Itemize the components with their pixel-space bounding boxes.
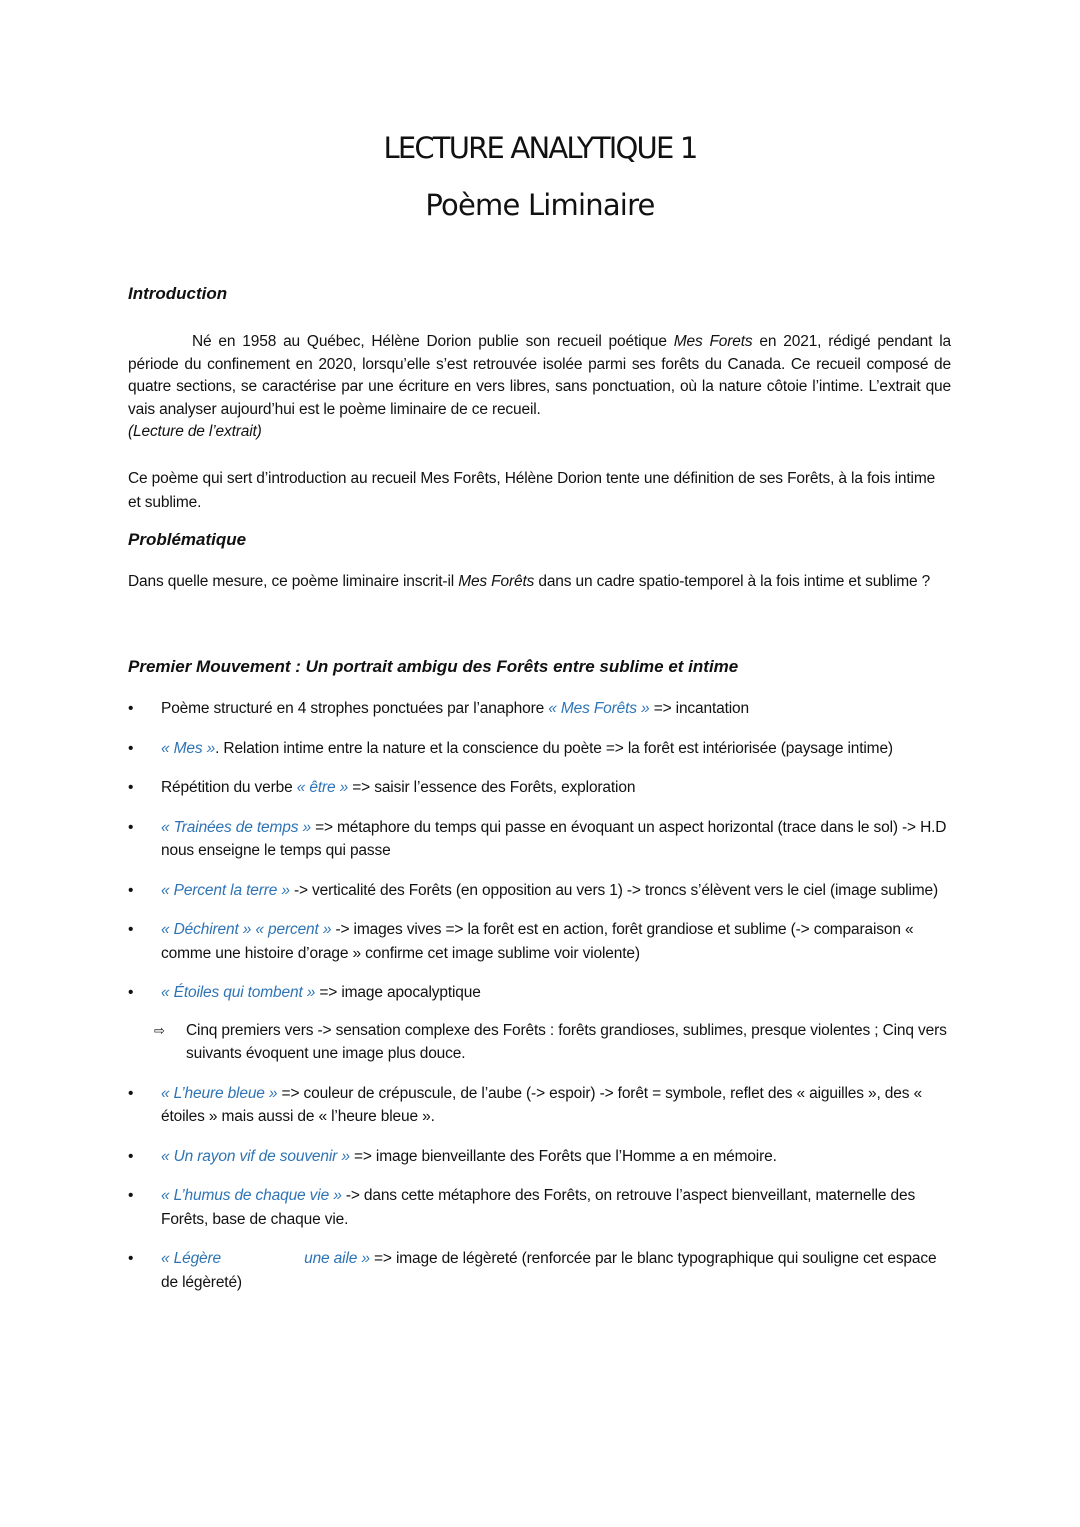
- text: => image bienveillante des Forêts que l’Homme a en mémoire.: [349, 1147, 777, 1165]
- text: . Relation intime entre la nature et la conscience du poète => la forêt est intériorisée (paysage intime): [215, 739, 893, 757]
- quotation: « Déchirent » « percent »: [161, 921, 332, 938]
- bullet-icon: •: [128, 1250, 134, 1267]
- quotation: « L’humus de chaque vie »: [161, 1187, 342, 1204]
- bullet-icon: •: [128, 779, 134, 796]
- bullet-icon: •: [128, 700, 134, 717]
- bullet-icon: •: [128, 984, 134, 1001]
- text: Cinq premiers vers -> sensation complexe des Forêts : forêts grandioses, sublimes, presque violentes ; Cinq vers suivants évoquent une image plus douce.: [186, 1021, 947, 1062]
- text: -> images vives => la forêt est en action, forêt grandiose et sublime (-> comparaison « comme une histoire d’orage » confirme cet image sublime voir violente): [161, 921, 914, 962]
- bullet-icon: •: [128, 1084, 134, 1102]
- list-item: [128, 1145, 951, 1169]
- bullet-icon: •: [128, 818, 134, 836]
- bullet-icon: •: [128, 921, 134, 938]
- bullet-icon: •: [128, 739, 134, 757]
- quotation: « Trainées de temps »: [161, 818, 311, 836]
- quotation: « Légère une aile »: [161, 1250, 370, 1267]
- list-item: [128, 1019, 951, 1066]
- text: Poème structuré en 4 strophes ponctuées par l’anaphore: [161, 700, 549, 717]
- movement-heading: Premier Mouvement : Un portrait ambigu des Forêts entre sublime et intime: [128, 657, 739, 676]
- book-title: Mes Forets: [673, 333, 753, 350]
- quotation: « être »: [296, 779, 349, 796]
- bullet-list: [128, 697, 951, 1310]
- intro-paragraph-2: Ce poème qui sert d’introduction au recueil Mes Forêts, Hélène Dorion tente une définition de ses Forêts, à la fois intime et sublime.: [128, 470, 936, 511]
- quotation: « Étoiles qui tombent »: [161, 984, 316, 1001]
- list-item: [128, 1247, 951, 1294]
- book-title: Mes Forêts: [458, 573, 535, 590]
- text: Répétition du verbe: [161, 779, 297, 796]
- list-item: [128, 918, 951, 965]
- text: Né en 1958 au Québec, Hélène Dorion publie son recueil poétique: [192, 333, 674, 350]
- list-item: [128, 1082, 951, 1129]
- quotation: « Percent la terre »: [161, 881, 290, 899]
- problematique-heading: Problématique: [128, 530, 247, 549]
- arrow-bullet-icon: ⇨: [154, 1022, 165, 1038]
- text: => image apocalyptique: [315, 984, 481, 1001]
- quotation: « Mes »: [161, 739, 216, 757]
- bullet-icon: •: [128, 1187, 134, 1204]
- text: => métaphore du temps qui passe en évoquant un aspect horizontal (trace dans le sol) -> H.D nous enseigne le temps qui passe: [161, 818, 947, 859]
- list-item: [128, 816, 951, 863]
- list-item: [128, 776, 951, 800]
- bullet-icon: •: [128, 1147, 134, 1165]
- text: en 2021, rédigé pendant la période du confinement en 2020, lorsqu’elle s’est retrouvée isolée parmi ses forêts du Canada. Ce recueil composé de quatre sections, se caractérise par une écriture en vers libres, sans ponctuation, où la nature côtoie l’intime. L’extrait que vais analyser aujourd’hui est le poème liminaire de ce recueil.: [128, 333, 951, 418]
- problematique-text: [128, 570, 951, 594]
- list-item: [128, 697, 951, 721]
- text: dans un cadre spatio-temporel à la fois intime et sublime ?: [534, 573, 931, 590]
- text: -> dans cette métaphore des Forêts, on retrouve l’aspect bienveillant, maternelle des Forêts, base de chaque vie.: [161, 1187, 916, 1228]
- bullet-icon: •: [128, 881, 134, 899]
- text: => image de légèreté (renforcée par le blanc typographique qui souligne cet espace de légèreté): [161, 1250, 937, 1291]
- list-item: [128, 1184, 951, 1231]
- text: -> verticalité des Forêts (en opposition au vers 1) -> troncs s’élèvent vers le ciel (image sublime): [289, 881, 939, 899]
- document-title: LECTURE ANALYTIQUE 1: [383, 131, 697, 165]
- quotation: « Mes Forêts »: [548, 700, 650, 717]
- document-subtitle: Poème Liminaire: [425, 188, 655, 222]
- list-item: [128, 981, 951, 1005]
- intro-heading: Introduction: [128, 284, 228, 303]
- text: Dans quelle mesure, ce poème liminaire inscrit-il: [128, 573, 459, 590]
- quotation: « Un rayon vif de souvenir »: [161, 1147, 350, 1165]
- quotation: « L’heure bleue »: [161, 1084, 278, 1102]
- list-item: [128, 879, 951, 903]
- text: => incantation: [649, 700, 749, 717]
- intro-paragraph: [128, 331, 951, 421]
- text: => couleur de crépuscule, de l’aube (-> espoir) -> forêt = symbole, reflet des « aiguilles », des « étoiles » mais aussi de « l’heure bleue ».: [161, 1084, 922, 1125]
- list-item: [128, 737, 951, 761]
- reading-note: (Lecture de l’extrait): [128, 423, 262, 440]
- text: => saisir l’essence des Forêts, exploration: [348, 779, 636, 796]
